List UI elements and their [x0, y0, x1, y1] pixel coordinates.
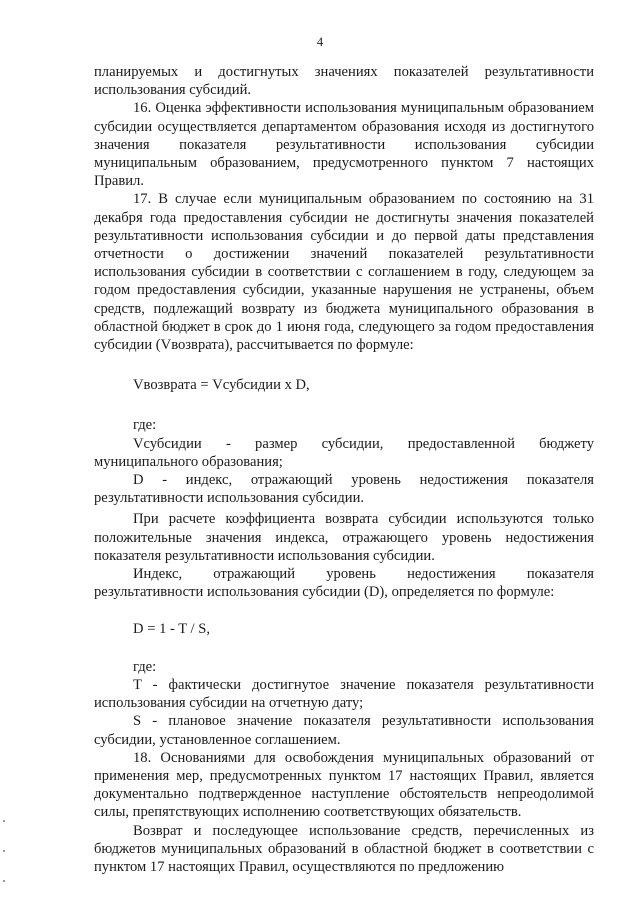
formula-return-volume: Vвозврата = Vсубсидии x D, — [133, 377, 310, 394]
scan-artifact — [3, 850, 5, 852]
page-number: 4 — [316, 35, 324, 49]
paragraph-continuation: планируемых и достигнутых значениях показателей результативности использования субсидий. — [94, 64, 594, 99]
paragraph-return: Возврат и последующее использование средств, перечисленных из бюджетов муниципальных образований в областной бюджет в соответствии с пунктом 17 настоящих Правил, осуществляются по предложению — [94, 822, 594, 875]
scan-artifact — [3, 880, 5, 882]
definition-v-subsidy: Vсубсидии - размер субсидии, предоставленной бюджету муниципального образования; — [94, 435, 594, 470]
paragraph-index-definition: Индекс, отражающий уровень недостижения показателя результативности использования субсидии (D), определяется по формуле: — [94, 566, 594, 601]
where-label: где: — [133, 417, 157, 434]
paragraph-coefficient-calc: При расчете коэффициента возврата субсидии используются только положительные значения индекса, отражающего уровень недостижения показателя результативности использования субсидии. — [94, 511, 594, 564]
definition-s: S - плановое значение показателя результативности использования субсидии, установленное соглашением. — [94, 713, 594, 748]
paragraph-16: 16. Оценка эффективности использования муниципальным образованием субсидии осуществляется департаментом образования исходя из достигнутого значения показателя результативности использования субсидии муниципальным образованием, предусмотренного пунктом 7 настоящих Правил. — [94, 100, 594, 190]
document-body — [94, 63, 594, 876]
spacer — [94, 394, 594, 416]
formula-index: D = 1 - T / S, — [133, 621, 211, 638]
definition-d-index: D - индекс, отражающий уровень недостижения показателя результативности использования субсидии. — [94, 472, 594, 507]
paragraph-17: 17. В случае если муниципальным образованием по состоянию на 31 декабря года предоставления субсидии не достигнуты значения показателей результативности использования субсидии и до первой даты представления отчетности о достижении значений показателей результативности использования субсидии в соответствии с соглашением в году, следующем за годом предоставления субсидии, указанные нарушения не устранены, объем средств, подлежащий возврату из бюджета муниципального образования в областной бюджет в срок до 1 июня года, следующего за годом предоставления субсидии (Vвозврата), рассчитывается по формуле: — [94, 191, 594, 354]
scan-artifact — [3, 820, 5, 822]
paragraph-18: 18. Основаниями для освобождения муниципальных образований от применения мер, предусмотренных пунктом 17 настоящих Правил, является документально подтвержденное наступление обстоятельств непреодолимой силы, препятствующих исполнению соответствующих обязательств. — [94, 749, 594, 821]
spacer — [94, 354, 594, 376]
definition-t: T - фактически достигнутое значение показателя результативности использования субсидии на отчетную дату; — [94, 676, 594, 712]
spacer — [94, 639, 594, 658]
spacer — [94, 601, 594, 620]
where-label: где: — [133, 658, 157, 675]
